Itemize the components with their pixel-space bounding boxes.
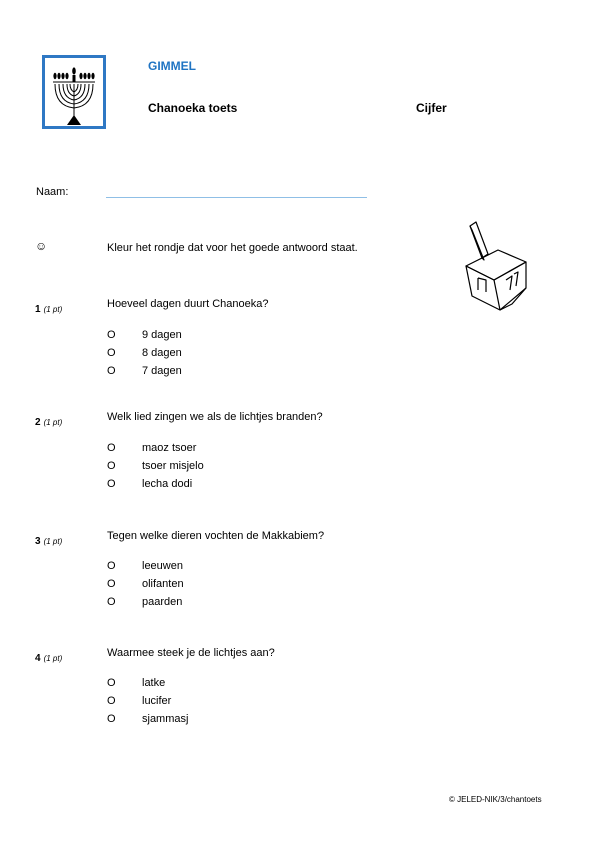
question-points: (1 pt) xyxy=(43,418,63,427)
option-circle[interactable]: O xyxy=(107,596,116,608)
option-circle[interactable]: O xyxy=(107,578,116,590)
option-label: maoz tsoer xyxy=(142,442,197,454)
name-label: Naam: xyxy=(36,186,69,198)
option-circle[interactable]: O xyxy=(107,677,116,689)
question-3-number xyxy=(35,531,62,549)
option-label: lecha dodi xyxy=(142,478,193,490)
question-number: 1 xyxy=(35,304,41,315)
option-circle[interactable]: O xyxy=(107,365,116,377)
question-points: (1 pt) xyxy=(43,654,63,663)
option-circle[interactable]: O xyxy=(107,442,116,454)
question-4-text: Waarmee steek je de lichtjes aan? xyxy=(107,647,275,659)
option-label: latke xyxy=(142,677,166,689)
brand-label: GIMMEL xyxy=(148,59,196,73)
option-circle[interactable]: O xyxy=(107,560,116,572)
option-circle[interactable]: O xyxy=(107,347,116,359)
dreidel-icon xyxy=(460,218,532,314)
footer-copyright: © JELED-NIK/3/chantoets xyxy=(449,795,542,804)
question-2-text: Welk lied zingen we als de lichtjes branden? xyxy=(107,411,323,423)
option-circle[interactable]: O xyxy=(107,478,116,490)
option-label: olifanten xyxy=(142,578,184,590)
option-label: 7 dagen xyxy=(142,365,182,377)
question-1-number xyxy=(35,299,62,317)
question-points: (1 pt) xyxy=(43,537,63,546)
option-circle[interactable]: O xyxy=(107,695,116,707)
option-label: 9 dagen xyxy=(142,329,182,341)
instruction-text: Kleur het rondje dat voor het goede antwoord staat. xyxy=(107,242,358,254)
page-title: Chanoeka toets xyxy=(148,101,238,115)
option-label: lucifer xyxy=(142,695,172,707)
option-label: 8 dagen xyxy=(142,347,182,359)
option-label: paarden xyxy=(142,596,183,608)
option-label: leeuwen xyxy=(142,560,183,572)
question-number: 2 xyxy=(35,417,41,428)
option-circle[interactable]: O xyxy=(107,329,116,341)
option-circle[interactable]: O xyxy=(107,713,116,725)
question-4-number xyxy=(35,648,62,666)
question-3-text: Tegen welke dieren vochten de Makkabiem? xyxy=(107,530,325,542)
option-label: tsoer misjelo xyxy=(142,460,204,472)
question-number: 3 xyxy=(35,536,41,547)
question-1-text: Hoeveel dagen duurt Chanoeka? xyxy=(107,298,269,310)
menorah-icon xyxy=(45,58,103,126)
menorah-logo xyxy=(42,55,106,129)
name-field[interactable] xyxy=(106,197,367,198)
option-circle[interactable]: O xyxy=(107,460,116,472)
grade-label: Cijfer xyxy=(416,101,447,115)
option-label: sjammasj xyxy=(142,713,189,725)
question-points: (1 pt) xyxy=(43,305,63,314)
question-2-number xyxy=(35,412,62,430)
smiley-icon: ☺ xyxy=(35,239,48,253)
question-number: 4 xyxy=(35,653,41,664)
